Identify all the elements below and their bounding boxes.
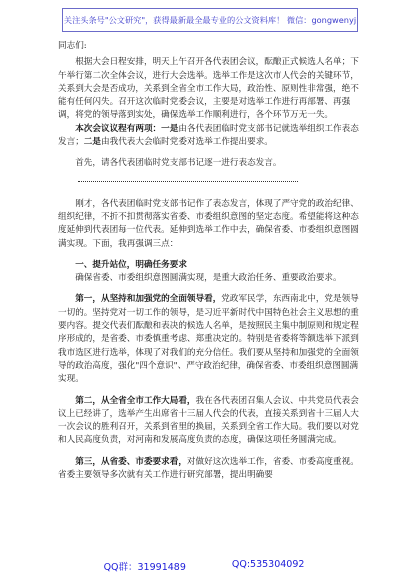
point1-paragraph (58, 293, 364, 386)
point1-label: 第一，从坚持和加强党的全面领导看， (75, 294, 222, 305)
point2-paragraph (58, 395, 364, 448)
greeting: 同志们: (58, 41, 87, 51)
first-invite: 首先，请各代表团临时党支部书记逐一进行表态发言。 (75, 158, 282, 169)
point2-text: 我在各代表团召集人会议、中共党员代表会议上已经讲了，选举产生出席省十三届人代会的代表，直接关系到省十三届人大一次会议的胜利召开，关系到省里的换届，关系到全省工作大局。我们要以对党和人民高度负责，对河南和发展高度负责的态度，确保这项任务圆满完成。 (58, 395, 359, 446)
footer-qq-group: QQ群：31991489 (103, 562, 186, 573)
agenda-item1-text: 由各代表团临时党支部书记就选举组织工作表态发言； (58, 123, 359, 148)
point1-text: 党政军民学，东西南北中，党是领导一切的。坚持党对一切工作的领导，是习近平新时代中国特色社会主义思想的重要内容。提交代表们酝酿和表决的候选人名单，是按照民主集中制原则和规定程序形成的，是省委、市委慎重考虑、郑重决定的。特别是省委将等额选举下派到我市选区进行选举，体现了对我们的充分信任。我们要从坚持和加强党的全面领导的政治高度，强化"四个意识"、严守政治纪律，确保省委、市委组织意图圆满实现。 (58, 294, 359, 385)
dotted-separator (78, 181, 298, 186)
agenda-item1-label: 一是 (161, 123, 179, 134)
promo-banner-text: 关注头条号"公文研究"，获得最新最全最专业的公文资料库！ 微信：gongwenyj (63, 14, 357, 25)
point3-label: 第三，从省委、市委要求看， (75, 456, 187, 467)
point3-text: 对做好这次选举工作，省委、市委高度重视。省委主要领导多次就有关工作进行研究部署，提出明确要 (58, 456, 359, 481)
agenda-paragraph (58, 123, 364, 150)
agenda-item2-text: 由我代表大会临时党委对选举工作提出要求。 (101, 137, 273, 148)
promo-banner (62, 8, 358, 32)
document-body (58, 40, 364, 482)
point2-label: 第二，从全省全市工作大局看， (75, 395, 196, 406)
agenda-item2-label: 二是 (83, 137, 101, 148)
point3-paragraph (58, 456, 364, 483)
task-paragraph: 确保省委、市委组织意图圆满实现，是重大政治任务、重要政治要求。 (75, 273, 342, 284)
footer-qq: QQ:535304092 (231, 559, 305, 570)
summary-paragraph: 刚才，各代表团临时党支部书记作了表态发言，体现了严守党的政治纪律、组织纪律，不折不扣贯彻落实省委、市委组织意图的坚定态度。希望能将这种态度延伸到代表团每一位代表。延伸到选举工作中去，确保省委、市委组织意图圆满实现。下面，我再强调三点： (58, 198, 359, 249)
agenda-lead: 本次会议议程有两项： (75, 123, 162, 134)
footer (0, 559, 408, 573)
intro-paragraph: 根据大会日程安排，明天上午召开各代表团会议，酝酿正式候选人名单；下午举行第二次全体会议，进行大会选举。选举工作是这次市人代会的关键环节，关系到大会是否成功，关系到全省全市工作大局，政治性、原则性非常强，绝不能有任何闪失。召开这次临时党委会议，主要是对选举工作进行再部署、再强调，将党的领导落到实处，确保选举工作顺利进行，各个环节万无一失。 (58, 57, 359, 121)
section-heading-1: 一、提升站位，明确任务要求 (75, 259, 187, 270)
